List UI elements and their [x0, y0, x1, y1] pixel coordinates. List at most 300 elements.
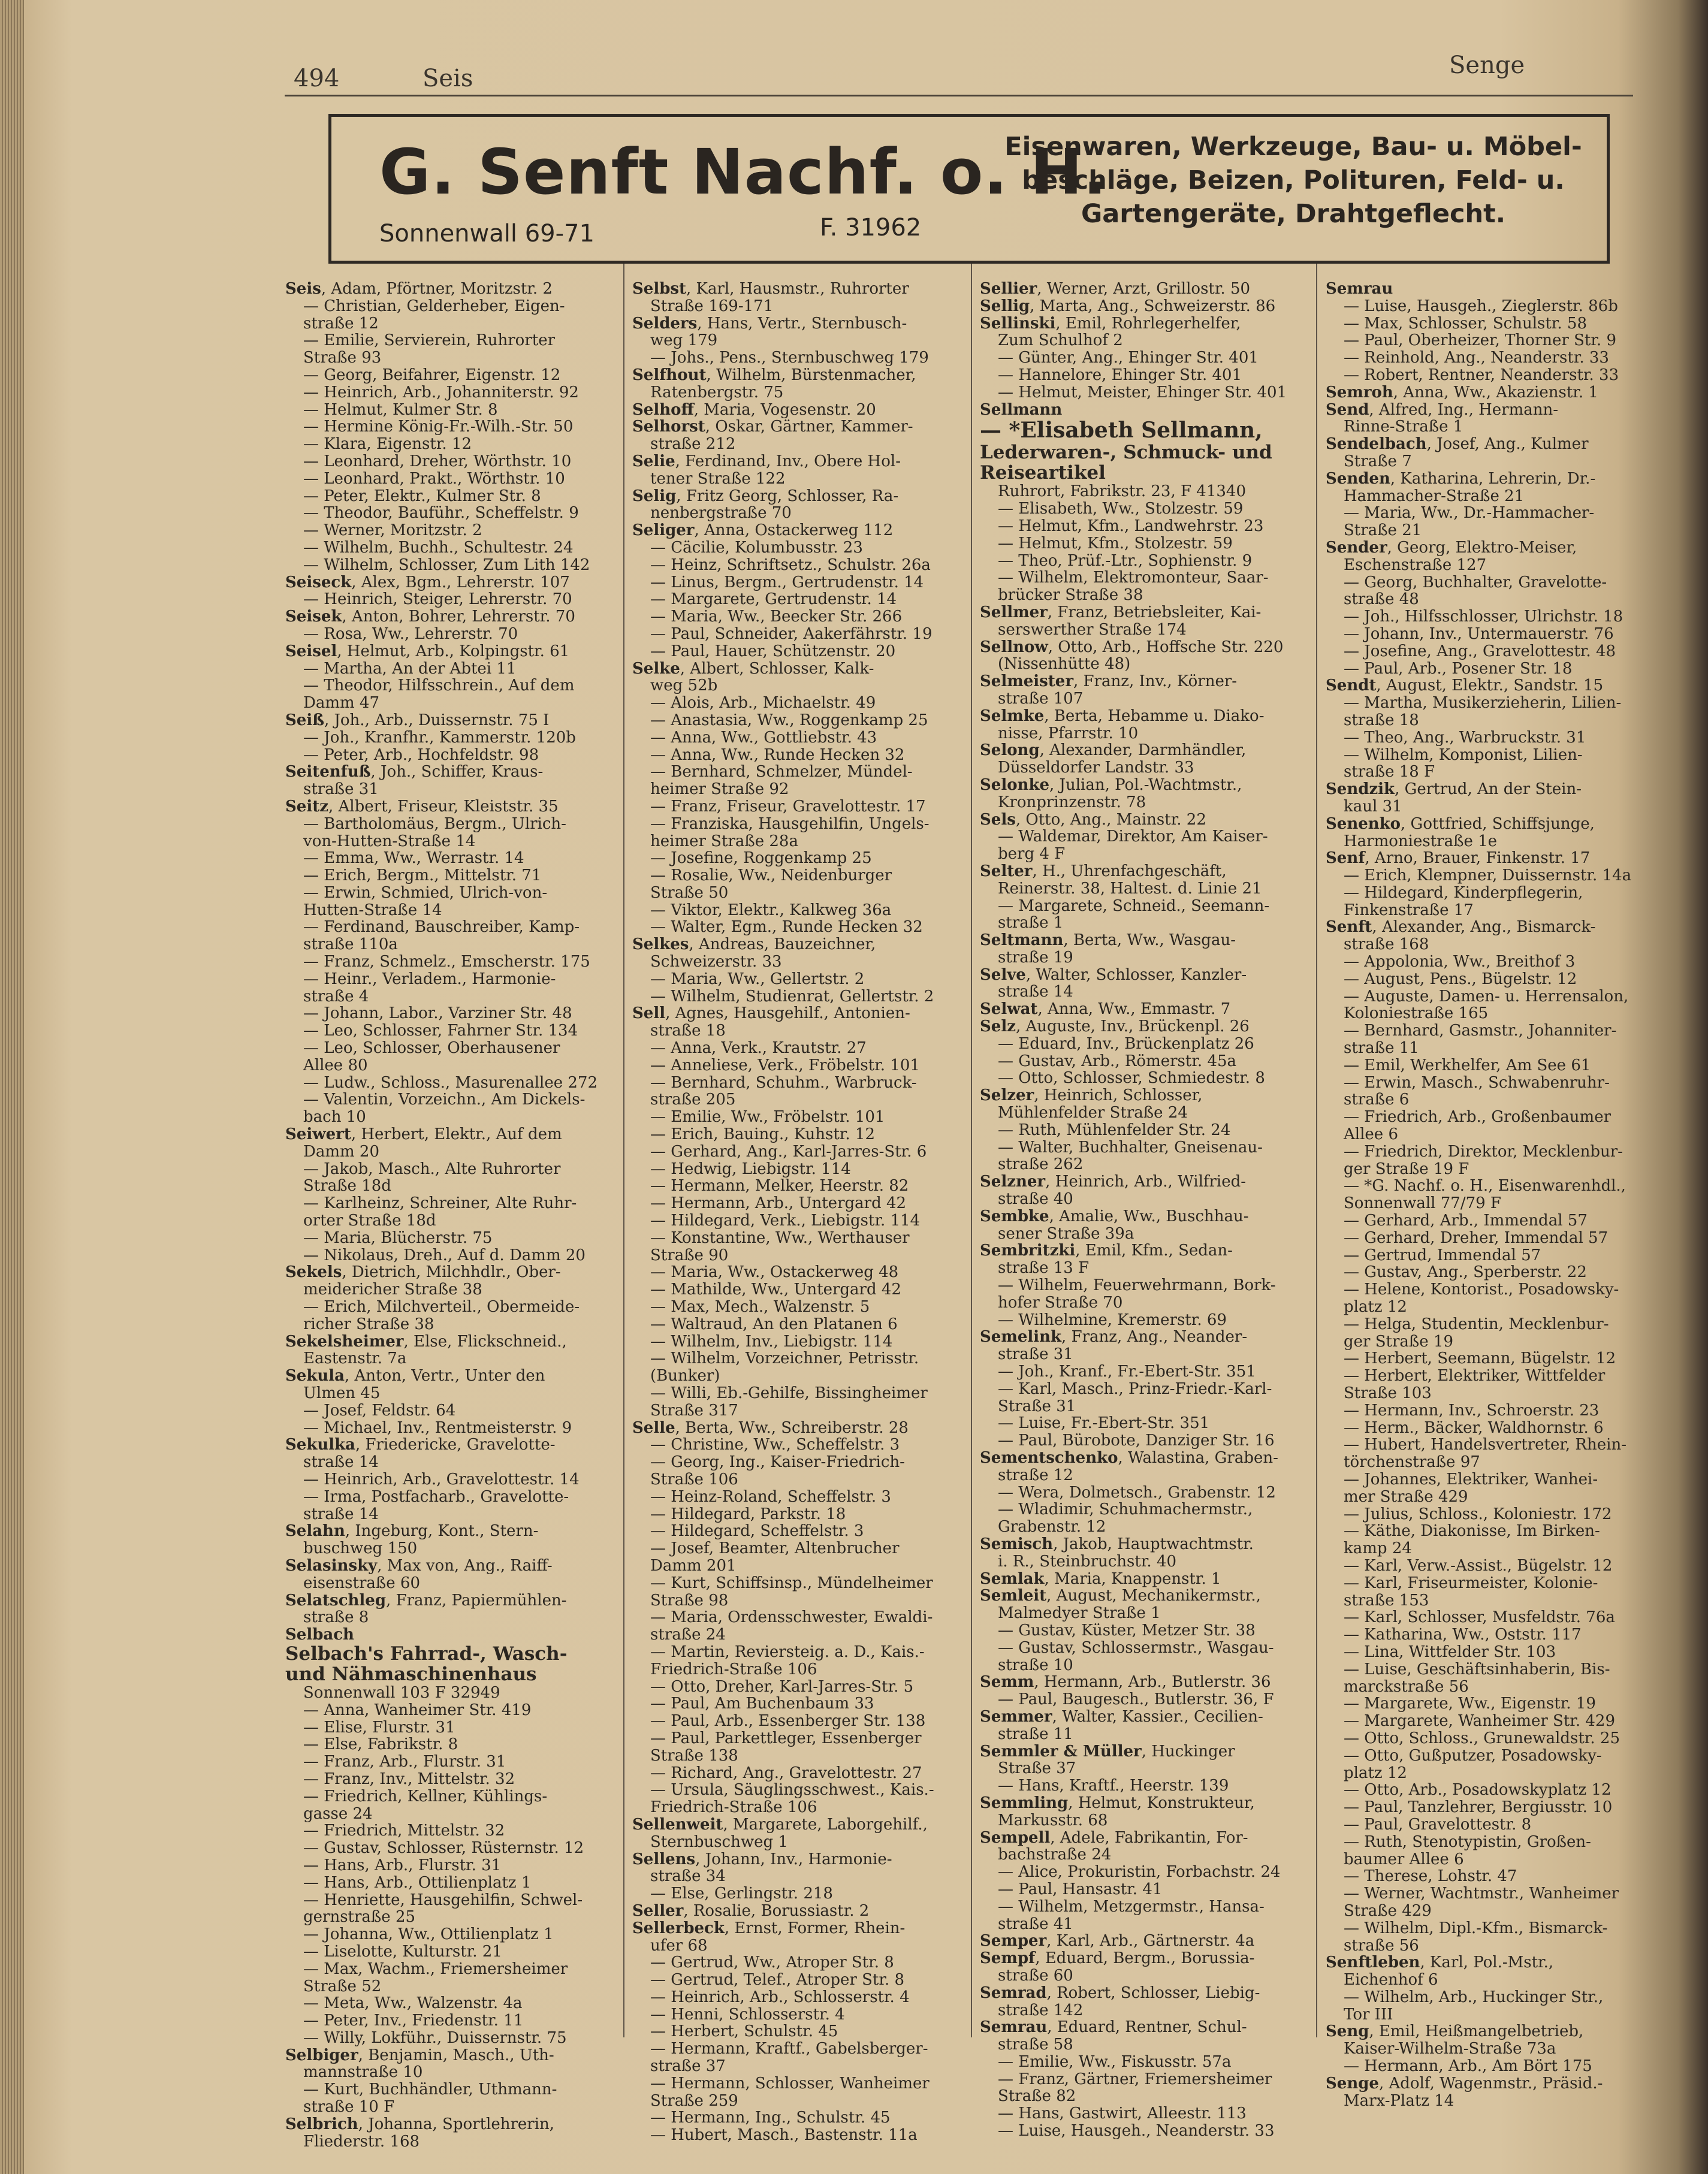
directory-entry-line: — Julius, Schloss., Koloniestr. 172 [1344, 1505, 1612, 1523]
directory-entry-line: — Gustav, Schlosser, Rüsternstr. 12 [303, 1840, 584, 1857]
directory-entry-line: — Paul, Hauer, Schützenstr. 20 [650, 642, 896, 660]
directory-entry-line: — Paul, Tanzlehrer, Bergiusstr. 10 [1344, 1799, 1613, 1816]
directory-entry-line: Sellmann [980, 401, 1063, 419]
directory-entry-line: Reiseartikel [980, 462, 1106, 484]
directory-entry-line: Düsseldorfer Landstr. 33 [998, 759, 1194, 777]
directory-entry-line: — Heinz-Roland, Scheffelstr. 3 [650, 1488, 891, 1506]
advertisement-address: Sonnenwall 69-71 [379, 220, 595, 247]
directory-entry-line: — Werner, Moritzstr. 2 [303, 522, 482, 539]
directory-entry-line: Friedrich-Straße 106 [650, 1799, 817, 1816]
directory-entry-line: Seisek, Anton, Bohrer, Lehrerstr. 70 [285, 608, 575, 626]
directory-entry-line: — Franz, Arb., Flurstr. 31 [303, 1753, 506, 1771]
directory-entry-line: Selbiger, Benjamin, Masch., Uth- [285, 2046, 554, 2064]
directory-entry-line: — Johanna, Ww., Ottilienplatz 1 [303, 1926, 554, 1943]
directory-entry-line: straße 14 [303, 1505, 379, 1523]
directory-entry-line: — Jakob, Masch., Alte Ruhrorter [303, 1160, 561, 1178]
advertisement-line-1: Eisenwaren, Werkzeuge, Bau- u. Möbel- [1004, 132, 1582, 162]
directory-entry-line: Straße 90 [650, 1246, 729, 1264]
directory-entry-line: — Elise, Flurstr. 31 [303, 1719, 455, 1737]
directory-entry-line: — Maria, Ordensschwester, Ewaldi- [650, 1609, 933, 1627]
directory-entry-line: — Richard, Ang., Gravelottestr. 27 [650, 1764, 922, 1782]
directory-entry-line: — Helmut, Kfm., Landwehrstr. 23 [998, 517, 1264, 535]
directory-entry-line: — Anna, Ww., Gottliebstr. 43 [650, 729, 877, 747]
directory-entry-line: — Anna, Wanheimer Str. 419 [303, 1701, 532, 1719]
directory-entry-line: — Irma, Postfacharb., Gravelotte- [303, 1488, 569, 1506]
directory-entry-line: Selmke, Berta, Hebamme u. Diako- [980, 707, 1265, 725]
directory-entry-line: — Hermann, Kraftf., Gabelsberger- [650, 2040, 928, 2058]
directory-entry-line: Damm 201 [650, 1557, 737, 1575]
directory-entry-line: — Waldemar, Direktor, Am Kaiser- [998, 828, 1268, 846]
directory-entry-line: ufer 68 [650, 1937, 708, 1955]
directory-entry-line: kamp 24 [1344, 1540, 1412, 1557]
directory-entry-line: — Reinhold, Ang., Neanderstr. 33 [1344, 349, 1609, 367]
directory-entry-line: — Wilhelm, Komponist, Lilien- [1344, 746, 1583, 764]
directory-entry-line: — Ruth, Mühlenfelder Str. 24 [998, 1121, 1231, 1139]
directory-entry-line: — Wladimir, Schuhmachermstr., [998, 1501, 1253, 1519]
directory-entry-line: — Bartholomäus, Bergm., Ulrich- [303, 815, 566, 833]
directory-entry-line: — Gerhard, Arb., Immendal 57 [1344, 1212, 1588, 1230]
directory-entry-line: — Rosalie, Ww., Neidenburger [650, 867, 892, 884]
directory-entry-line: Semisch, Jakob, Hauptwachtmstr. [980, 1535, 1254, 1553]
directory-entry-line: — Erwin, Schmied, Ulrich-von- [303, 884, 548, 902]
directory-entry-line: — Bernhard, Schuhm., Warbruck- [650, 1074, 917, 1092]
directory-entry-line: Koloniestraße 165 [1344, 1005, 1489, 1023]
directory-entry-line: — Käthe, Diakonisse, Im Birken- [1344, 1523, 1600, 1541]
directory-entry-line: — Maria, Ww., Dr.-Hammacher- [1344, 505, 1595, 523]
directory-entry-line: Straße 21 [1344, 522, 1422, 539]
directory-entry-line: — Helmut, Meister, Ehinger Str. 401 [998, 384, 1287, 401]
directory-entry-line: — Friedrich, Mittelstr. 32 [303, 1822, 505, 1840]
directory-entry-line: ger Straße 19 [1344, 1333, 1454, 1351]
directory-entry-line: — Georg, Ing., Kaiser-Friedrich- [650, 1454, 905, 1471]
directory-entry-line: — Henni, Schlosserstr. 4 [650, 2006, 845, 2024]
directory-entry-line: straße 6 [1344, 1091, 1410, 1109]
directory-entry-line: — Hedwig, Liebigstr. 114 [650, 1160, 851, 1178]
directory-entry-line: — Katharina, Ww., Oststr. 117 [1344, 1626, 1582, 1644]
directory-entry-line: buschweg 150 [303, 1540, 418, 1557]
directory-entry-line: Ulmen 45 [303, 1385, 381, 1402]
directory-entry-line: Kaiser-Wilhelm-Straße 73a [1344, 2040, 1556, 2058]
directory-entry-line: straße 205 [650, 1091, 736, 1109]
directory-entry-line: — Theo, Ang., Warbruckstr. 31 [1344, 729, 1586, 747]
directory-entry-line: — Bernhard, Schmelzer, Mündel- [650, 763, 913, 781]
directory-entry-line: straße 11 [1344, 1040, 1419, 1057]
directory-entry-line: Senftleben, Karl, Pol.-Mstr., [1326, 1954, 1554, 1972]
directory-entry-line: Selhoff, Maria, Vogesenstr. 20 [632, 401, 876, 419]
directory-entry-line: — Margarete, Wanheimer Str. 429 [1344, 1713, 1616, 1730]
directory-entry-line: Sellier, Werner, Arzt, Grillostr. 50 [980, 280, 1251, 298]
directory-entry-line: — Hannelore, Ehinger Str. 401 [998, 366, 1242, 384]
directory-entry-line: — Martha, Musikerzieherin, Lilien- [1344, 695, 1622, 712]
directory-entry-line: — Wilhelm, Arb., Huckinger Str., [1344, 1988, 1604, 2006]
directory-entry-line: — Gerhard, Ang., Karl-Jarres-Str. 6 [650, 1143, 927, 1161]
directory-entry-line: — Waltraud, An den Platanen 6 [650, 1315, 898, 1333]
directory-entry-line: — Johs., Pens., Sternbuschweg 179 [650, 349, 929, 367]
directory-entry-line: Straße 98 [650, 1592, 729, 1610]
directory-entry-line: Markusstr. 68 [998, 1811, 1108, 1829]
directory-entry-line: — Konstantine, Ww., Werthauser [650, 1229, 910, 1247]
advertisement-line-3: Gartengeräte, Drahtgeflecht. [1081, 199, 1506, 229]
directory-entry-line: — Franz, Schmelz., Emscherstr. 175 [303, 953, 590, 971]
directory-entry-line: Semrau [1326, 280, 1393, 298]
directory-entry-line: — Gertrud, Telef., Atroper Str. 8 [650, 1971, 905, 1989]
directory-entry-line: Kronprinzenstr. 78 [998, 793, 1146, 811]
directory-entry-line: straße 24 [650, 1626, 726, 1644]
directory-entry-line: — Gustav, Schlossermstr., Wasgau- [998, 1639, 1274, 1657]
directory-entry-line: — Friedrich, Kellner, Kühlings- [303, 1787, 548, 1805]
directory-entry-line: — Hildegard, Scheffelstr. 3 [650, 1523, 864, 1541]
directory-entry-line: Sementschenko, Walastina, Graben- [980, 1450, 1278, 1467]
directory-entry-line: — Margarete, Ww., Eigenstr. 19 [1344, 1695, 1596, 1713]
directory-entry-line: Hammacher-Straße 21 [1344, 487, 1525, 505]
directory-entry-line: — Peter, Elektr., Kulmer Str. 8 [303, 487, 541, 505]
directory-entry-line: platz 12 [1344, 1764, 1407, 1782]
directory-entry-line: straße 107 [998, 690, 1084, 708]
directory-entry-line: — Eduard, Inv., Brückenplatz 26 [998, 1035, 1254, 1053]
directory-entry-line: hofer Straße 70 [998, 1294, 1123, 1312]
directory-entry-line: Seliger, Anna, Ostackerweg 112 [632, 522, 894, 539]
directory-entry-line: Eschenstraße 127 [1344, 556, 1487, 574]
directory-entry-line: — Peter, Arb., Hochfeldstr. 98 [303, 746, 539, 764]
directory-entry-line: Straße 37 [998, 1760, 1076, 1778]
directory-entry-line: Sembke, Amalie, Ww., Buschhau- [980, 1207, 1249, 1225]
directory-entry-line: — Franz, Gärtner, Friemersheimer [998, 2070, 1272, 2088]
directory-entry-line: — Johann, Labor., Varziner Str. 48 [303, 1005, 572, 1023]
directory-entry-line: — Josef, Feldstr. 64 [303, 1402, 456, 1420]
directory-entry-line: Sellens, Johann, Inv., Harmonie- [632, 1850, 892, 1868]
directory-entry-line: marckstraße 56 [1344, 1678, 1469, 1696]
directory-entry-line: — Günter, Ang., Ehinger Str. 401 [998, 349, 1259, 367]
directory-entry-line: Straße 169-171 [650, 297, 774, 315]
directory-entry-line: Selbach [285, 1626, 354, 1644]
directory-entry-line: heimer Straße 92 [650, 781, 789, 798]
directory-entry-line: straße 142 [998, 2001, 1084, 2019]
directory-entry-line: — Michael, Inv., Rentmeisterstr. 9 [303, 1419, 572, 1437]
directory-entry-line: weg 52b [650, 677, 718, 695]
directory-entry-line: heimer Straße 28a [650, 832, 798, 850]
directory-entry-line: Straße 103 [1344, 1385, 1432, 1402]
directory-entry-line: — Walter, Egm., Runde Hecken 32 [650, 919, 923, 937]
directory-entry-line: Sellmer, Franz, Betriebsleiter, Kai- [980, 603, 1262, 621]
directory-entry-line: — Hildegard, Parkstr. 18 [650, 1505, 846, 1523]
directory-entry-line: — Johannes, Elektriker, Wanhei- [1344, 1471, 1598, 1488]
directory-entry-line: — Robert, Rentner, Neanderstr. 33 [1344, 366, 1619, 384]
directory-entry-line: Ruhrort, Fabrikstr. 23, F 41340 [998, 483, 1246, 501]
directory-entry-line: — Hermann, Ing., Schulstr. 45 [650, 2109, 891, 2127]
directory-entry-line: bachstraße 24 [998, 1846, 1112, 1864]
directory-entry-line: — Paul, Oberheizer, Thorner Str. 9 [1344, 332, 1616, 350]
directory-entry-line: — Heinrich, Arb., Johanniterstr. 92 [303, 384, 579, 401]
directory-entry-line: — Otto, Arb., Posadowskyplatz 12 [1344, 1782, 1612, 1799]
directory-entry-line: — Leo, Schlosser, Oberhausener [303, 1040, 560, 1057]
directory-entry-line: platz 12 [1344, 1299, 1407, 1316]
directory-entry-line: Semleit, August, Mechanikermstr., [980, 1587, 1261, 1605]
directory-entry-line: Sonnenwall 103 F 32949 [303, 1684, 500, 1702]
directory-entry-line: — Liselotte, Kulturstr. 21 [303, 1943, 502, 1961]
directory-entry-line: straße 18 F [1344, 763, 1435, 781]
directory-entry-line: Semper, Karl, Arb., Gärtnerstr. 4a [980, 1933, 1255, 1950]
directory-entry-line: Selbrich, Johanna, Sportlehrerin, [285, 2115, 555, 2133]
directory-entry-line: — Otto, Dreher, Karl-Jarres-Str. 5 [650, 1678, 914, 1696]
directory-entry-line: Sternbuschweg 1 [650, 1833, 788, 1851]
directory-entry-line: Senden, Katharina, Lehrerin, Dr.- [1326, 470, 1596, 488]
directory-entry-line: (Nissenhütte 48) [998, 656, 1131, 674]
directory-entry-line: Tor III [1344, 2006, 1393, 2024]
directory-entry-line: — Otto, Schloss., Grunewaldstr. 25 [1344, 1729, 1620, 1747]
directory-entry-line: Selong, Alexander, Darmhändler, [980, 742, 1247, 760]
directory-entry-line: Selwat, Anna, Ww., Emmastr. 7 [980, 1001, 1231, 1019]
directory-entry-line: — Wilhelm, Vorzeichner, Petrisstr. [650, 1350, 919, 1368]
directory-entry-line: gernstraße 25 [303, 1909, 416, 1927]
directory-entry-line: Seng, Emil, Heißmangelbetrieb, [1326, 2023, 1584, 2041]
directory-entry-line: Straße 52 [303, 1977, 382, 1995]
directory-entry-line: Send, Alfred, Ing., Hermann- [1326, 401, 1559, 419]
directory-entry-line: — Gustav, Küster, Metzer Str. 38 [998, 1622, 1256, 1639]
directory-entry-line: eisenstraße 60 [303, 1574, 420, 1592]
directory-entry-line: Marx-Platz 14 [1344, 2092, 1454, 2110]
directory-entry-line: Selzner, Heinrich, Arb., Wilfried- [980, 1173, 1247, 1191]
directory-entry-line: meidericher Straße 38 [303, 1281, 482, 1299]
directory-entry-line: — Wilhelm, Studienrat, Gellertstr. 2 [650, 988, 934, 1006]
directory-entry-line: — Georg, Buchhalter, Gravelotte- [1344, 573, 1607, 591]
directory-entry-line: — Auguste, Damen- u. Herrensalon, [1344, 988, 1629, 1006]
directory-entry-line: — Hermine König-Fr.-Wilh.-Str. 50 [303, 418, 574, 436]
directory-entry-line: — Karl, Schlosser, Musfeldstr. 76a [1344, 1609, 1615, 1627]
directory-entry-line: Selter, H., Uhrenfachgeschäft, [980, 862, 1227, 880]
directory-entry-line: — Theo, Prüf.-Ltr., Sophienstr. 9 [998, 552, 1253, 570]
directory-entry-line: — Therese, Lohstr. 47 [1344, 1868, 1517, 1886]
directory-entry-line: — Anneliese, Verk., Fröbelstr. 101 [650, 1056, 920, 1074]
directory-entry-line: Seiß, Joh., Arb., Duissernstr. 75 I [285, 711, 550, 729]
directory-entry-line: Straße 138 [650, 1747, 738, 1765]
directory-entry-line: — Linus, Bergm., Gertrudenstr. 14 [650, 573, 924, 591]
directory-entry-line: Mühlenfelder Straße 24 [998, 1104, 1188, 1122]
directory-entry-line: — Willi, Eb.-Gehilfe, Bissingheimer [650, 1385, 928, 1402]
directory-entry-line: — Henriette, Hausgehilfin, Schwel- [303, 1891, 583, 1909]
directory-entry-line: Zum Schulhof 2 [998, 332, 1123, 350]
directory-entry-line: — Theodor, Bauführ., Scheffelstr. 9 [303, 505, 579, 523]
directory-entry-line: Straße 18d [303, 1177, 391, 1195]
directory-entry-line: — Herbert, Schulstr. 45 [650, 2023, 838, 2041]
directory-entry-line: — Klara, Eigenstr. 12 [303, 436, 472, 453]
directory-entry-line: — Gustav, Ang., Sperberstr. 22 [1344, 1264, 1587, 1282]
directory-entry-line: — Cäcilie, Kolumbusstr. 23 [650, 539, 863, 557]
directory-entry-line: — Gerhard, Dreher, Immendal 57 [1344, 1229, 1609, 1247]
directory-entry-line: Semmling, Helmut, Konstrukteur, [980, 1794, 1255, 1812]
directory-entry-line: Allee 80 [303, 1056, 368, 1074]
directory-entry-line: straße 41 [998, 1915, 1073, 1933]
directory-entry-line: — Hermann, Arb., Am Bört 175 [1344, 2058, 1592, 2075]
directory-entry-line: — Hubert, Handelsvertreter, Rhein- [1344, 1436, 1626, 1454]
directory-entry-line: — Werner, Wachtmstr., Wanheimer [1344, 1885, 1619, 1903]
directory-entry-line: — Heinrich, Arb., Gravelottestr. 14 [303, 1471, 580, 1488]
directory-entry-line: — Else, Fabrikstr. 8 [303, 1736, 458, 1754]
directory-entry-line: — Alois, Arb., Michaelstr. 49 [650, 695, 876, 712]
directory-entry-line: Seiwert, Herbert, Elektr., Auf dem [285, 1126, 562, 1143]
directory-entry-line: Seiseck, Alex, Bgm., Lehrerstr. 107 [285, 573, 570, 591]
directory-entry-line: Semrau, Eduard, Rentner, Schul- [980, 2019, 1247, 2037]
directory-entry-line: — Peter, Inv., Friedenstr. 11 [303, 2012, 524, 2030]
advertisement-phone: F. 31962 [820, 214, 922, 241]
directory-entry-line: Straße 50 [650, 884, 729, 902]
directory-entry-line: Sempell, Adele, Fabrikantin, For- [980, 1829, 1248, 1847]
directory-entry-line: Selle, Berta, Ww., Schreiberstr. 28 [632, 1419, 909, 1437]
directory-entry-line: Selahn, Ingeburg, Kont., Stern- [285, 1523, 539, 1541]
directory-entry-line: — Erich, Klempner, Duissernstr. 14a [1344, 867, 1632, 884]
directory-entry-line: Eastenstr. 7a [303, 1350, 407, 1368]
directory-entry-line: mannstraße 10 [303, 2064, 423, 2082]
directory-entry-line: Allee 6 [1344, 1126, 1398, 1143]
directory-entry-line: straße 1 [998, 914, 1064, 932]
directory-entry-line: Sellinski, Emil, Rohrlegerhelfer, [980, 315, 1241, 333]
directory-entry-line: berg 4 F [998, 846, 1066, 863]
directory-entry-line: — Maria, Ww., Beecker Str. 266 [650, 608, 903, 626]
directory-entry-line: — Hans, Arb., Flurstr. 31 [303, 1856, 502, 1874]
directory-entry-line: (Bunker) [650, 1367, 720, 1385]
directory-entry-line: mer Straße 429 [1344, 1488, 1468, 1506]
directory-entry-line: — Anna, Verk., Krautstr. 27 [650, 1040, 867, 1057]
directory-entry-line: — Hermann, Inv., Schroerstr. 23 [1344, 1402, 1600, 1420]
directory-entry-line: — Meta, Ww., Walzenstr. 4a [303, 1995, 523, 2013]
directory-entry-line: — Ursula, Säuglingsschwest., Kais.- [650, 1782, 934, 1799]
directory-entry-line: — Alice, Prokuristin, Forbachstr. 24 [998, 1864, 1281, 1881]
header-rule [285, 95, 1633, 96]
directory-entry-line: straße 18 [1344, 711, 1419, 729]
directory-entry-line: — Luise, Hausgeh., Zieglerstr. 86b [1344, 297, 1618, 315]
directory-entry-line: Seitenfuß, Joh., Schiffer, Kraus- [285, 763, 544, 781]
directory-entry-line: — Emilie, Ww., Fröbelstr. 101 [650, 1109, 885, 1127]
directory-entry-line: — Walter, Buchhalter, Gneisenau- [998, 1139, 1263, 1157]
directory-entry-line: serswerther Straße 174 [998, 621, 1187, 639]
directory-entry-line: — Franz, Friseur, Gravelottestr. 17 [650, 798, 926, 816]
directory-entry-line: Selatschleg, Franz, Papiermühlen- [285, 1592, 567, 1610]
directory-entry-line: — Hermann, Schlosser, Wanheimer [650, 2075, 930, 2093]
directory-entry-line: — Ludw., Schloss., Masurenallee 272 [303, 1074, 598, 1092]
directory-entry-line: Straße 93 [303, 349, 382, 367]
directory-entry-line: Senft, Alexander, Ang., Bismarck- [1326, 919, 1596, 937]
directory-entry-line: — Wilhelmine, Kremerstr. 69 [998, 1311, 1227, 1329]
directory-entry-line: — Elisabeth, Ww., Stolzestr. 59 [998, 500, 1244, 518]
directory-entry-line: — Anastasia, Ww., Roggenkamp 25 [650, 711, 928, 729]
directory-entry-line: straße 12 [303, 315, 379, 333]
directory-entry-line: — Otto, Gußputzer, Posadowsky- [1344, 1747, 1602, 1765]
directory-entry-line: Semlak, Maria, Knappenstr. 1 [980, 1570, 1221, 1588]
page-edge [0, 0, 24, 2174]
directory-entry-line: — Paul, Bürobote, Danziger Str. 16 [998, 1432, 1275, 1450]
directory-entry-line: Straße 259 [650, 2092, 738, 2110]
header-left-word: Seis [423, 65, 473, 92]
directory-entry-line: — Wilhelm, Feuerwehrmann, Bork- [998, 1277, 1276, 1294]
directory-entry-line: straße 48 [1344, 591, 1419, 609]
directory-entry-line: Straße 31 [998, 1397, 1076, 1415]
advertisement-name: G. Senft Nachf. o. H. [379, 135, 1108, 209]
directory-entry-line: — Hubert, Masch., Bastenstr. 11a [650, 2127, 918, 2145]
directory-entry-line: Grabenstr. 12 [998, 1518, 1106, 1536]
directory-entry-line: Selbst, Karl, Hausmstr., Ruhrorter [632, 280, 909, 298]
column-4 [1326, 280, 1652, 2109]
directory-entry-line: — Hildegard, Kinderpflegerin, [1344, 884, 1583, 902]
directory-entry-line: — Paul, Hansastr. 41 [998, 1880, 1163, 1898]
directory-entry-line: — Martha, An der Abtei 11 [303, 660, 517, 678]
directory-entry-line: — Otto, Schlosser, Schmiedestr. 8 [998, 1070, 1265, 1088]
directory-entry-line: — Heinr., Verladem., Harmonie- [303, 970, 556, 988]
directory-entry-line: Sender, Georg, Elektro-Meiser, [1326, 539, 1577, 557]
directory-entry-line: — Luise, Hausgeh., Neanderstr. 33 [998, 2122, 1275, 2140]
directory-entry-line: Sellenweit, Margarete, Laborgehilf., [632, 1816, 928, 1834]
directory-entry-line: — Josef, Beamter, Altenbrucher [650, 1540, 900, 1557]
directory-entry-line: — Margarete, Gertrudenstr. 14 [650, 591, 897, 609]
directory-entry-line: — Wera, Dolmetsch., Grabenstr. 12 [998, 1484, 1276, 1502]
directory-entry-line: — Georg, Beifahrer, Eigenstr. 12 [303, 366, 561, 384]
directory-entry-line: — Herbert, Elektriker, Wittfelder [1344, 1367, 1606, 1385]
directory-entry-line: — Hans, Kraftf., Heerstr. 139 [998, 1777, 1229, 1795]
directory-entry-line: Sembritzki, Emil, Kfm., Sedan- [980, 1242, 1233, 1260]
directory-entry-line: sener Straße 39a [998, 1225, 1134, 1243]
directory-entry-line: straße 60 [998, 1967, 1073, 1985]
directory-entry-line: — Paul, Parkettleger, Essenberger [650, 1729, 922, 1747]
header-right-word: Senge [1449, 52, 1525, 79]
directory-entry-line: Sellnow, Otto, Arb., Hoffsche Str. 220 [980, 638, 1284, 656]
directory-entry-line: — Wilhelm, Elektromonteur, Saar- [998, 569, 1269, 587]
directory-entry-line: — Paul, Baugesch., Butlerstr. 36, F [998, 1691, 1274, 1708]
directory-entry-line: — Ferdinand, Bauschreiber, Kamp- [303, 919, 580, 937]
directory-entry-line: — Leonhard, Dreher, Wörthstr. 10 [303, 452, 572, 470]
directory-entry-line: — Leonhard, Prakt., Wörthstr. 10 [303, 470, 565, 488]
directory-entry-line: — Paul, Schneider, Aakerfährstr. 19 [650, 625, 933, 643]
directory-entry-line: — Hans, Gastwirt, Alleestr. 113 [998, 2105, 1247, 2123]
directory-entry-line: Eichenhof 6 [1344, 1971, 1438, 1989]
directory-entry-line: straße 13 F [998, 1260, 1090, 1278]
directory-entry-line: — Friedrich, Direktor, Mecklenbur- [1344, 1143, 1623, 1161]
directory-entry-line: — *G. Nachf. o. H., Eisenwarenhdl., [1344, 1177, 1626, 1195]
directory-entry-line: — Valentin, Vorzeichn., Am Dickels- [303, 1091, 586, 1109]
directory-entry-line: — Wilhelm, Inv., Liebigstr. 114 [650, 1333, 893, 1351]
directory-entry-line: — Joh., Hilfsschlosser, Ulrichstr. 18 [1344, 608, 1623, 626]
directory-entry-line: — Hans, Arb., Ottilienplatz 1 [303, 1874, 532, 1892]
directory-entry-line: — Friedrich, Arb., Großenbaumer [1344, 1109, 1612, 1127]
directory-entry-line: — Karl, Masch., Prinz-Friedr.-Karl- [998, 1380, 1272, 1398]
directory-entry-line: Damm 47 [303, 695, 380, 712]
directory-entry-line: — Appolonia, Ww., Breithof 3 [1344, 953, 1576, 971]
directory-entry-line: Straße 82 [998, 2088, 1076, 2106]
directory-entry-line: Sendt, August, Elektr., Sandstr. 15 [1326, 677, 1604, 695]
directory-entry-line: Rinne-Straße 1 [1344, 418, 1463, 436]
directory-entry-line: — Karlheinz, Schreiner, Alte Ruhr- [303, 1195, 577, 1213]
directory-entry-line: Straße 106 [650, 1471, 738, 1488]
directory-entry-line: — Lina, Wittfelder Str. 103 [1344, 1643, 1556, 1661]
directory-entry-line: — Emma, Ww., Werrastr. 14 [303, 850, 524, 868]
directory-entry-line: straße 18 [650, 1022, 726, 1040]
directory-entry-line: Seis, Adam, Pförtner, Moritzstr. 2 [285, 280, 553, 298]
column-divider [1316, 264, 1317, 2037]
directory-entry-line: — Christine, Ww., Scheffelstr. 3 [650, 1436, 900, 1454]
directory-entry-line: — Helga, Studentin, Mecklenbur- [1344, 1315, 1609, 1333]
directory-entry-line: Ratenbergstr. 75 [650, 384, 784, 401]
directory-entry-line: Reinerstr. 38, Haltest. d. Linie 21 [998, 880, 1262, 898]
directory-entry-line: — August, Pens., Bügelstr. 12 [1344, 970, 1577, 988]
directory-entry-line: weg 179 [650, 332, 718, 350]
directory-entry-line: — Emilie, Ww., Fiskusstr. 57a [998, 2053, 1232, 2071]
directory-entry-line: Selmeister, Franz, Inv., Körner- [980, 673, 1238, 690]
directory-entry-line: gasse 24 [303, 1805, 373, 1823]
directory-entry-line: Fliederstr. 168 [303, 2133, 420, 2151]
directory-entry-line: — Max, Schlosser, Schulstr. 58 [1344, 315, 1587, 333]
directory-entry-line: — Luise, Geschäftsinhaberin, Bis- [1344, 1660, 1610, 1678]
directory-entry-line: brücker Straße 38 [998, 587, 1143, 604]
directory-entry-line: — Nikolaus, Dreh., Auf d. Damm 20 [303, 1246, 586, 1264]
directory-entry-line: — Paul, Gravelottestr. 8 [1344, 1816, 1532, 1834]
directory-entry-line: Selve, Walter, Schlosser, Kanzler- [980, 966, 1247, 984]
